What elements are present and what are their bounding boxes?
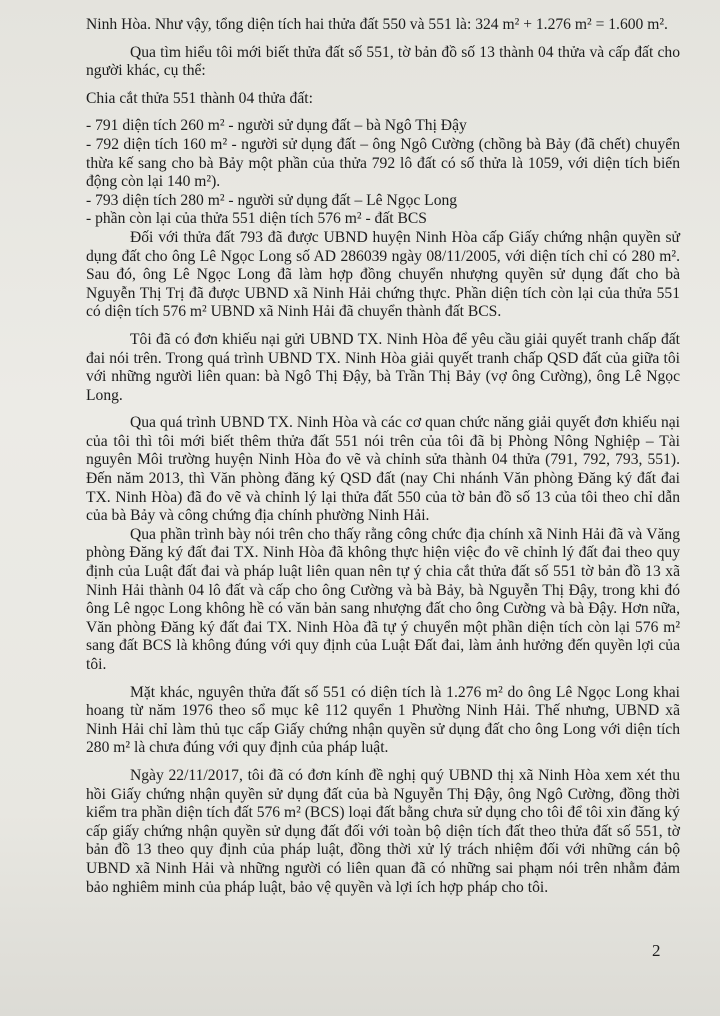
bullet-2: - 792 diện tích 160 m² - người sử dụng đất – ông Ngô Cường (chồng bà Bảy (đã chết) chuyển thừa kế sang cho bà Bảy một phần của thửa 792 lô đất có số thửa là 1059, với diện tích biến động còn lại 140 m²). [86,135,680,191]
bullet-4: - phần còn lại của thửa 551 diện tích 576 m² - đất BCS [86,210,427,228]
page-number: 2 [652,941,661,960]
paragraph-2: Qua tìm hiểu tôi mới biết thửa đất số 551, tờ bản đồ số 13 thành 04 thửa và cấp đất cho người khác, cụ thể: [86,43,680,80]
bullet-1: - 791 diện tích 260 m² - người sử dụng đất – bà Ngô Thị Đậy [86,117,467,135]
paragraph-6: Qua quá trình UBND TX. Ninh Hòa và các cơ quan chức năng giải quyết đơn khiếu nại của tôi thì tôi mới biết thêm thửa đất 551 nói trên của tôi đã bị Phòng Nông Nghiệp – Tài nguyên Môi trường huyện Ninh Hòa đo vẽ và chỉnh sửa thành 04 thửa (791, 792, 793, 551). Đến năm 2013, thì Văn phòng đăng ký QSD đất (nay Chi nhánh Văn phòng Đăng ký đất đai TX. Ninh Hòa) đã đo vẽ và chỉnh lý lại thửa đất 550 của tờ bản đồ số 13 của tôi theo chỉ dẫn của bà Bảy và công chứng địa chính phường Ninh Hải. [86,414,680,525]
paragraph-4: Đối với thửa đất 793 đã được UBND huyện Ninh Hòa cấp Giấy chứng nhận quyền sử dụng đất cho ông Lê Ngọc Long số AD 286039 ngày 08/11/2005, với diện tích chỉ có 280 m². Sau đó, ông Lê Ngọc Long đã làm hợp đồng chuyển nhượng quyền sử dụng đất cho bà Nguyễn Thị Trị đã được UBND xã Ninh Hải chứng thực. Phần diện tích còn lại của thửa 551 có diện tích 576 m² UBND xã Ninh Hải đã chuyển thành đất BCS. [86,228,680,321]
paragraph-5: Tôi đã có đơn khiếu nại gửi UBND TX. Ninh Hòa để yêu cầu giải quyết tranh chấp đất đai nói trên. Trong quá trình UBND TX. Ninh Hòa giải quyết tranh chấp QSD đất của giữa tôi với những người liên quan: bà Ngô Thị Đậy, bà Trần Thị Bảy (vợ ông Cường), ông Lê Ngọc Long. [86,330,680,404]
paragraph-9: Ngày 22/11/2017, tôi đã có đơn kính đề nghị quý UBND thị xã Ninh Hòa xem xét thu hồi Giấy chứng nhận quyền sử dụng đất của bà Nguyễn Thị Đậy, ông Ngô Cường, đồng thời kiểm tra phần diện tích đất 576 m² (BCS) loại đất bằng chưa sử dụng cho tôi để tôi xin đăng ký cấp giấy chứng nhận quyền sử dụng đất đối với toàn bộ diện tích đất theo thửa đất số 551, tờ bản đồ 13 theo quy định của pháp luật, đồng thời xử lý trách nhiệm đối với những cán bộ UBND xã Ninh Hải và những người có liên quan đã có những sai phạm nói trên nhằm đảm bảo nghiêm minh của pháp luật, bảo vệ quyền và lợi ích hợp pháp cho tôi. [86,766,680,896]
paragraph-1: Ninh Hòa. Như vậy, tổng diện tích hai thửa đất 550 và 551 là: 324 m² + 1.276 m² = 1.600 m². [86,16,668,33]
paragraph-3: Chia cắt thửa 551 thành 04 thửa đất: [86,89,313,107]
paragraph-8: Mặt khác, nguyên thửa đất số 551 có diện tích là 1.276 m² do ông Lê Ngọc Long khai hoang từ năm 1976 theo sổ mục kê 112 quyển 1 Phường Ninh Hải. Thế nhưng, UBND xã Ninh Hải chỉ làm thủ tục cấp Giấy chứng nhận quyền sử dụng đất cho ông Long với diện tích 280 m² là chưa đúng với quy định của pháp luật. [86,683,680,757]
paragraph-7: Qua phần trình bày nói trên cho thấy rằng công chức địa chính xã Ninh Hải đã và Văng phòng Đăng ký đất đai TX. Ninh Hòa đã không thực hiện việc đo vẽ chỉnh lý đất đai theo quy định của Luật đất đai và pháp luật liên quan nên tự ý chia cắt thửa đất số 551 tờ bản đồ 13 xã Ninh Hải thành 04 lô đất và cấp cho ông Cường và bà Bảy, bà Nguyễn Thị Đậy, trong khi đó ông Lê ngọc Long không hề có văn bản sang nhượng đất cho ông Cường và bà Đậy. Hơn nữa, Văn phòng Đăng ký đất đai TX. Ninh Hòa đã tự ý chuyển một phần diện tích còn lại 576 m² sang đất BCS là không đúng với quy định của Luật Đất đai, làm ảnh hưởng đến quyền lợi của tôi. [86,525,680,673]
bullet-3: - 793 diện tích 280 m² - người sử dụng đất – Lê Ngọc Long [86,191,458,209]
